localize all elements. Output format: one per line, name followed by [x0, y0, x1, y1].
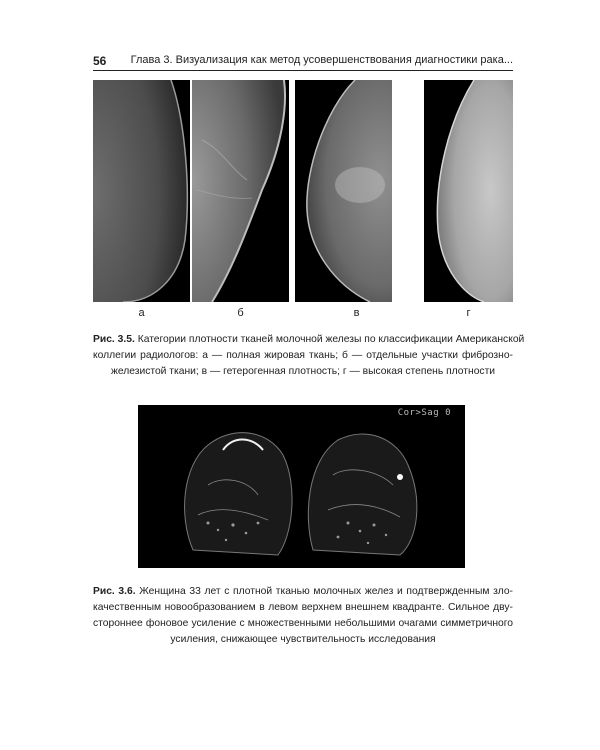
panel-label-v: в: [353, 307, 360, 319]
figure-3-6-caption: [93, 584, 513, 648]
caption-3-6-line-2: качественным новообразованием в левом верхнем внешнем квадранте. Сильное дву-: [93, 602, 513, 613]
panel-label-b: б: [237, 307, 244, 319]
caption-3-6-line-1: [93, 584, 513, 600]
caption-3-6-line-3: стороннее фоновое усиление с множественными небольшими очагами симметричного: [93, 618, 513, 629]
mammogram-panel-g: [424, 80, 513, 302]
caption-3-5-line-3: железистой ткани; в — гетерогенная плотность; г — высокая степень плотности: [110, 366, 496, 377]
caption-3-6-ref: Рис. 3.6.: [93, 586, 136, 597]
panel-label-g: г: [466, 307, 471, 319]
caption-3-5-ref: Рис. 3.5.: [93, 334, 135, 345]
caption-3-5-line-1-text: Категории плотности тканей молочной железы по классификации Американской: [137, 334, 525, 345]
caption-3-6-line-4: усиления, снижающее чувствительность исследования: [170, 634, 436, 645]
running-title: Глава 3. Визуализация как метод усовершенствования диагностики рака...: [130, 54, 513, 66]
breast-mri-image: [138, 405, 465, 568]
mammogram-panel-a: [93, 80, 190, 302]
caption-3-6-line-1-text: Женщина 33 лет с плотной тканью молочных желез и подтвержденным зло-: [139, 586, 513, 597]
caption-3-5-line-2: коллегии радиологов: а — полная жировая ткань; б — отдельные участки фиброзно-: [93, 350, 513, 361]
mammogram-panel-b: [192, 80, 289, 302]
figure-3-5-caption: [93, 332, 525, 380]
page-header: [93, 54, 513, 70]
header-rule: [93, 70, 513, 71]
page-number: 56: [93, 54, 107, 68]
mammogram-panel-v: [295, 80, 392, 302]
mri-overlay-label: Cor>Sag 0: [397, 408, 451, 418]
caption-3-5-line-1: [93, 332, 525, 348]
panel-label-a: а: [138, 307, 145, 319]
